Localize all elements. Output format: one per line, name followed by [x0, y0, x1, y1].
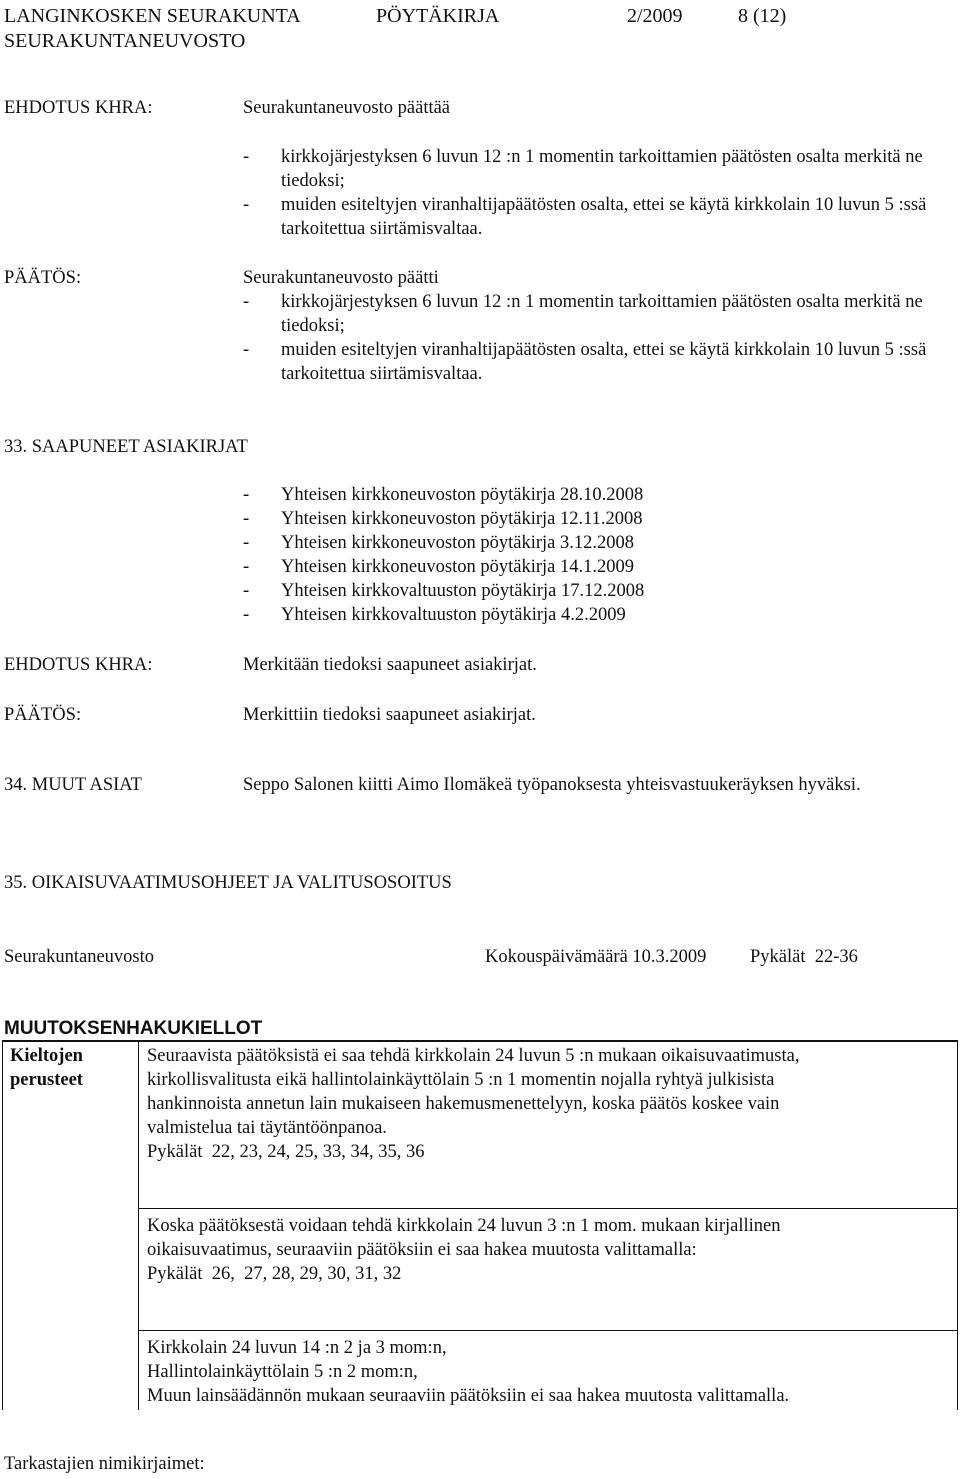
proposal-intro: Seurakuntaneuvosto päättää	[243, 98, 451, 118]
list-item: - Yhteisen kirkkoneuvoston pöytäkirja 28.10.2008	[243, 485, 644, 505]
list-item: - Yhteisen kirkkoneuvoston pöytäkirja 3.12.2008	[243, 533, 634, 553]
box-left-rule	[2, 1040, 3, 1410]
section-33-title: 33. SAAPUNEET ASIAKIRJAT	[4, 437, 248, 457]
appeal-line: Pykälät 26, 27, 28, 29, 30, 31, 32	[147, 1264, 402, 1284]
appeal-line: kirkollisvalitusta eikä hallintolainkäyttölain 5 :n 1 momentin nojalla ryhtyä julkisista	[147, 1070, 775, 1090]
appeal-line: Seuraavista päätöksistä ei saa tehdä kirkkolain 24 luvun 5 :n mukaan oikaisuvaatimusta,	[147, 1046, 800, 1066]
header-page: 8 (12)	[738, 5, 787, 27]
appeal-block-1	[147, 1044, 799, 1164]
section-35-title: 35. OIKAISUVAATIMUSOHJEET JA VALITUSOSOITUS	[4, 873, 452, 893]
meeting-date: Kokouspäivämäärä 10.3.2009	[485, 947, 707, 967]
box-right-rule	[957, 1040, 958, 1410]
header-parish: LANGINKOSKEN SEURAKUNTA	[4, 5, 301, 27]
list-item: - Yhteisen kirkkovaltuuston pöytäkirja 17.12.2008	[243, 581, 645, 601]
appeal-line: oikaisuvaatimus, seuraaviin päätöksiin ei saa hakea muutosta valittamalla:	[147, 1240, 697, 1260]
box-divider-rule	[138, 1040, 139, 1410]
appeal-line: valmistelua tai täytäntöönpanoa.	[147, 1118, 387, 1138]
section-34-text: Seppo Salonen kiitti Aimo Ilomäkeä työpanoksesta yhteisvastuukeräyksen hyväksi.	[243, 775, 861, 795]
list-item: - Yhteisen kirkkoneuvoston pöytäkirja 14.1.2009	[243, 557, 634, 577]
appeal-line: Muun lainsäädännön mukaan seuraaviin päätöksiin ei saa hakea muutosta valittamalla.	[147, 1386, 790, 1406]
list-item: - Yhteisen kirkkoneuvoston pöytäkirja 12.11.2008	[243, 509, 643, 529]
meeting-sections: Pykälät 22-36	[750, 947, 858, 967]
appeal-side-label-1: Kieltojen	[10, 1046, 83, 1066]
appeal-line: Kirkkolain 24 luvun 14 :n 2 ja 3 mom:n,	[147, 1338, 447, 1358]
decision-intro: Seurakuntaneuvosto päätti	[243, 268, 439, 288]
signatures-label: Tarkastajien nimikirjaimet:	[4, 1454, 205, 1474]
appeal-line: Hallintolainkäyttölain 5 :n 2 mom:n,	[147, 1362, 418, 1382]
appeal-line: hankinnoista annetun lain mukaiseen hakemusmenettelyyn, koska päätös koskee vain	[147, 1094, 780, 1114]
list-item: - kirkkojärjestyksen 6 luvun 12 :n 1 momentin tarkoittamien päätösten osalta merkitä ne tiedoksi;	[243, 292, 923, 336]
list-item: - muiden esiteltyjen viranhaltijapäätösten osalta, ettei se käytä kirkkolain 10 luvun 5 :ssä tarkoitettua siirtämisvaltaa.	[243, 195, 927, 239]
header-number: 2/2009	[627, 5, 683, 27]
appeal-block-2	[147, 1214, 781, 1286]
section-33-proposal-label: EHDOTUS KHRA:	[4, 655, 153, 675]
list-item: - Yhteisen kirkkovaltuuston pöytäkirja 4.2.2009	[243, 605, 626, 625]
box-rule-1	[138, 1208, 958, 1209]
section-33-decision-text: Merkittiin tiedoksi saapuneet asiakirjat.	[243, 705, 536, 725]
list-item: - kirkkojärjestyksen 6 luvun 12 :n 1 momentin tarkoittamien päätösten osalta merkitä ne tiedoksi;	[243, 147, 923, 191]
decision-list	[243, 290, 933, 386]
box-rule-2	[138, 1330, 958, 1331]
list-item: - muiden esiteltyjen viranhaltijapäätösten osalta, ettei se käytä kirkkolain 10 luvun 5 :ssä tarkoitettua siirtämisvaltaa.	[243, 340, 927, 384]
proposal-list	[243, 145, 933, 241]
section-33-proposal-text: Merkitään tiedoksi saapuneet asiakirjat.	[243, 655, 537, 675]
received-documents-list	[243, 483, 933, 627]
appeal-block-3	[147, 1336, 789, 1408]
header-doc-type: PÖYTÄKIRJA	[376, 5, 500, 27]
meeting-body: Seurakuntaneuvosto	[4, 947, 155, 967]
appeal-line: Koska päätöksestä voidaan tehdä kirkkolain 24 luvun 3 :n 1 mom. mukaan kirjallinen	[147, 1216, 781, 1236]
appeal-side-label-2: perusteet	[10, 1070, 83, 1090]
appeal-heading: MUUTOKSENHAKUKIELLOT	[4, 1018, 263, 1039]
decision-label: PÄÄTÖS:	[4, 268, 82, 288]
box-top-rule	[2, 1040, 958, 1042]
proposal-label: EHDOTUS KHRA:	[4, 98, 153, 118]
header-body: SEURAKUNTANEUVOSTO	[4, 30, 246, 52]
section-34-title: 34. MUUT ASIAT	[4, 775, 142, 795]
section-33-decision-label: PÄÄTÖS:	[4, 705, 82, 725]
appeal-line: Pykälät 22, 23, 24, 25, 33, 34, 35, 36	[147, 1142, 425, 1162]
